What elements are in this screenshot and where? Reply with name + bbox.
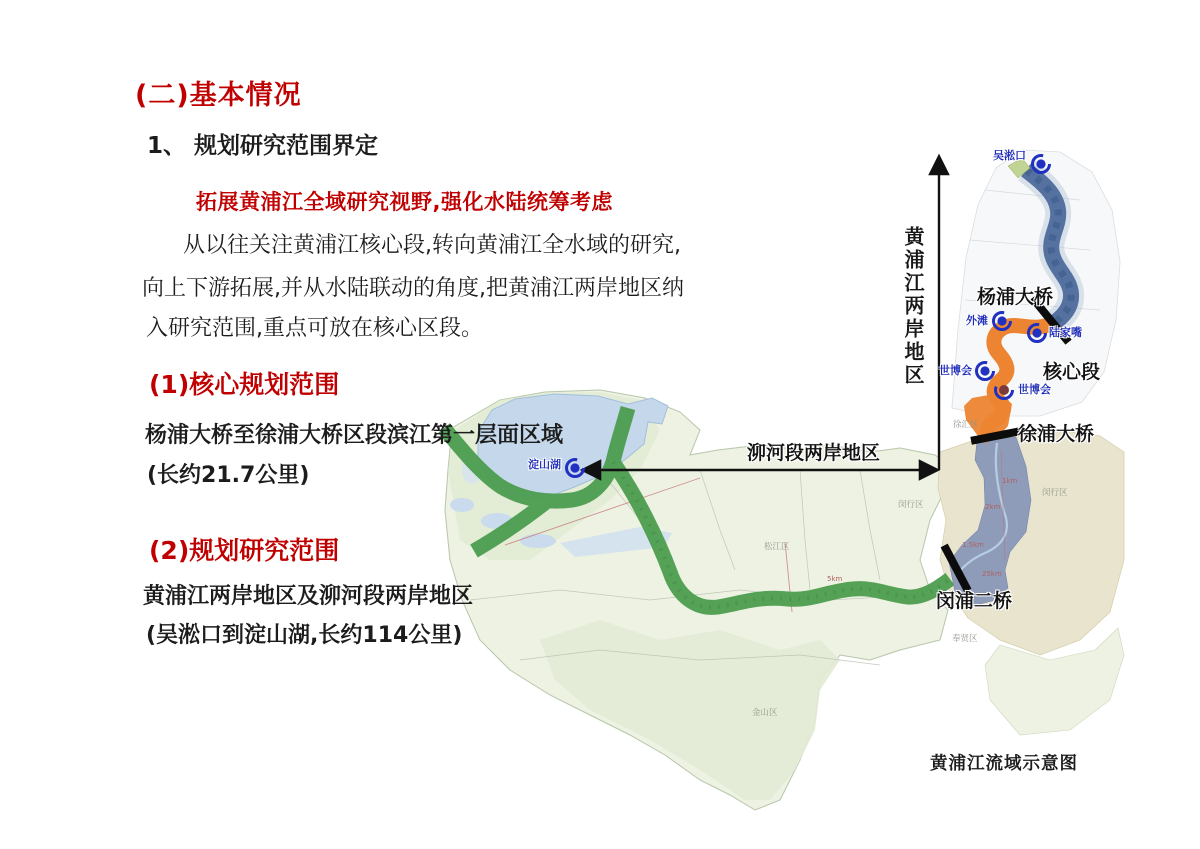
district-minhang-w: 闵行区 — [898, 500, 924, 510]
distance-2km: 2km — [985, 503, 1001, 511]
distance-25km: 25km — [982, 570, 1002, 578]
district-minhang-e: 闵行区 — [1042, 488, 1068, 498]
distance-5km: 5km — [827, 575, 843, 583]
item1-heading: (1)核心规划范围 — [149, 370, 340, 399]
section-heading: 1、 规划研究范围界定 — [147, 133, 379, 159]
item1-line-2: (长约21.7公里) — [147, 463, 310, 488]
district-songjiang: 松江区 — [764, 542, 790, 552]
item1-line-1: 杨浦大桥至徐浦大桥区段滨江第一层面区域 — [145, 423, 564, 448]
district-jinshan: 金山区 — [752, 708, 778, 718]
item2-heading: (2)规划研究范围 — [149, 536, 340, 565]
map-label-expo-west: 世博会 — [939, 364, 972, 377]
map-label-yangpu-bridge: 杨浦大桥 — [977, 286, 1054, 308]
map-label-maohe: 泖河段两岸地区 — [747, 442, 881, 464]
map-label-minpu-bridge: 闵浦二桥 — [936, 590, 1013, 612]
body-line-3: 入研究范围,重点可放在核心区段。 — [146, 316, 483, 341]
map-label-lujiazui: 陆家嘴 — [1049, 326, 1082, 339]
district-fengxian: 奉贤区 — [952, 634, 978, 644]
map-side-label: 黄浦江两岸地区 — [901, 226, 925, 387]
emphasis-line: 拓展黄浦江全域研究视野,强化水陆统筹考虑 — [196, 190, 613, 214]
body-line-1: 从以往关注黄浦江核心段,转向黄浦江全水域的研究, — [183, 233, 681, 258]
slide-title: (二)基本情况 — [135, 80, 302, 111]
map-label-expo-east: 世博会 — [1018, 383, 1051, 396]
item2-line-2: (吴淞口到淀山湖,长约114公里) — [146, 623, 463, 648]
map-label-waitan: 外滩 — [966, 314, 988, 327]
map-caption: 黄浦江流域示意图 — [930, 754, 1078, 774]
distance-1-5km: 1.5km — [962, 541, 985, 549]
district-xuhui: 徐汇区 — [953, 420, 979, 430]
item2-line-1: 黄浦江两岸地区及泖河段两岸地区 — [143, 584, 474, 609]
distance-1km: 1km — [1002, 477, 1018, 485]
map-label-dianshan-lake: 淀山湖 — [528, 458, 561, 471]
map-label-core-segment: 核心段 — [1043, 361, 1101, 383]
map-label-wusongkou: 吴淞口 — [993, 149, 1026, 162]
map-label-xupu-bridge: 徐浦大桥 — [1018, 423, 1095, 445]
body-line-2: 向上下游拓展,并从水陆联动的角度,把黄浦江两岸地区纳 — [142, 276, 684, 301]
